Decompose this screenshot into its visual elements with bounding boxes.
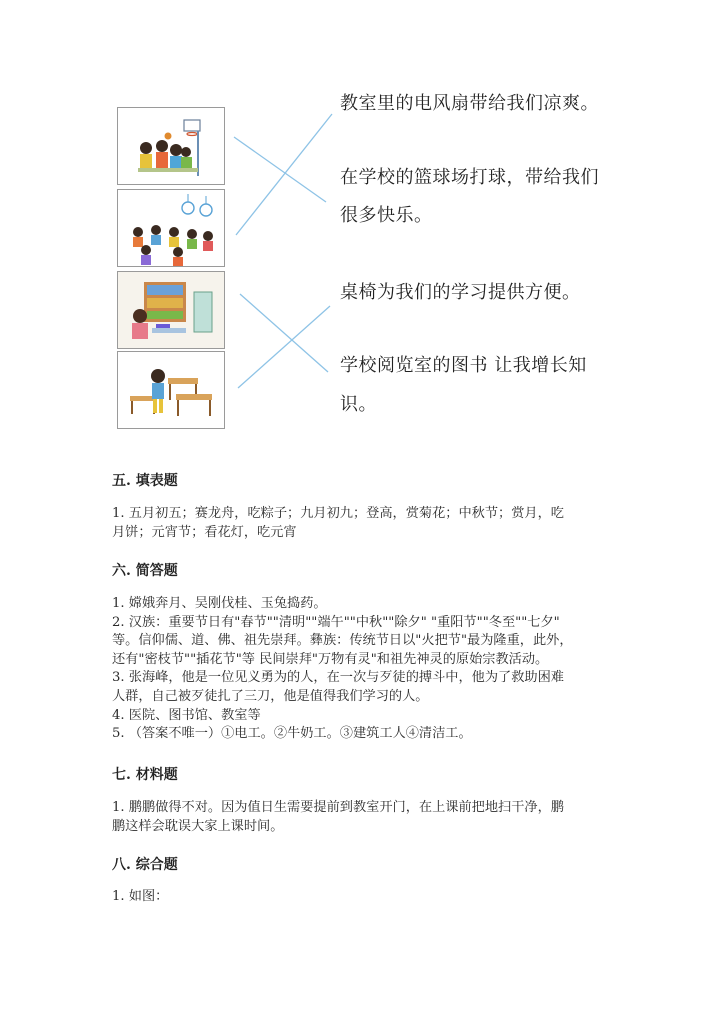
section-6-body xyxy=(112,595,612,744)
answer-line: 1. 鹏鹏做得不对。因为值日生需要提前到教室开门，在上课前把地扫干净，鹏 xyxy=(112,800,564,815)
section-8-title: 八. 综合题 xyxy=(112,857,178,873)
answer-line: 2. 汉族：重要节日有"春节""清明""端午""中秋""除夕" "重阳节""冬至""七夕" xyxy=(112,614,560,630)
answer-line: 1. 五月初五；赛龙舟，吃粽子；九月初九；登高，赏菊花；中秋节；赏月，吃 xyxy=(112,506,564,521)
match-line-4 xyxy=(238,306,330,388)
option-fan: 教室里的电风扇带给我们凉爽。 xyxy=(340,93,599,114)
match-line-3 xyxy=(240,294,328,372)
section-5-title: 五. 填表题 xyxy=(112,473,178,489)
option-books-cont: 识。 xyxy=(340,394,377,415)
answer-line: 4. 医院、图书馆、教室等 xyxy=(112,707,261,723)
option-desks: 桌椅为我们的学习提供方便。 xyxy=(340,282,581,303)
section-6-title: 六. 简答题 xyxy=(112,563,178,579)
matching-exercise xyxy=(0,0,720,440)
answer-line: 1. 嫦娥奔月、吴刚伐桂、玉兔捣药。 xyxy=(112,596,327,611)
answer-line: 1. 如图： xyxy=(112,889,169,904)
section-7-title: 七. 材料题 xyxy=(112,767,178,783)
option-basketball: 在学校的篮球场打球，带给我们 xyxy=(340,167,599,188)
answer-line: 3. 张海峰，他是一位见义勇为的人，在一次与歹徒的搏斗中，他为了救助困难 xyxy=(112,670,564,686)
section-8-body xyxy=(112,888,612,907)
answer-line: 人群，自己被歹徒扎了三刀，他是值得我们学习的人。 xyxy=(112,688,429,704)
answer-line: 鹏这样会耽误大家上课时间。 xyxy=(112,818,284,834)
match-line-2 xyxy=(236,114,332,235)
section-7-body xyxy=(112,799,612,836)
option-basketball-cont: 很多快乐。 xyxy=(340,205,433,226)
option-books: 学校阅览室的图书 让我增长知 xyxy=(340,355,587,376)
answer-line: 月饼；元宵节；看花灯，吃元宵 xyxy=(112,524,297,540)
match-line-1 xyxy=(234,137,326,202)
section-5-body xyxy=(112,505,612,542)
answer-line: 等。信仰儒、道、佛、祖先崇拜。彝族：传统节日以"火把节"最为隆重，此外， xyxy=(112,633,573,649)
answer-line: 还有"密枝节""插花节"等 民间崇拜"万物有灵"和祖先神灵的原始宗教活动。 xyxy=(112,651,549,667)
answer-line: 5. （答案不唯一）①电工。②牛奶工。③建筑工人④清洁工。 xyxy=(112,726,472,742)
